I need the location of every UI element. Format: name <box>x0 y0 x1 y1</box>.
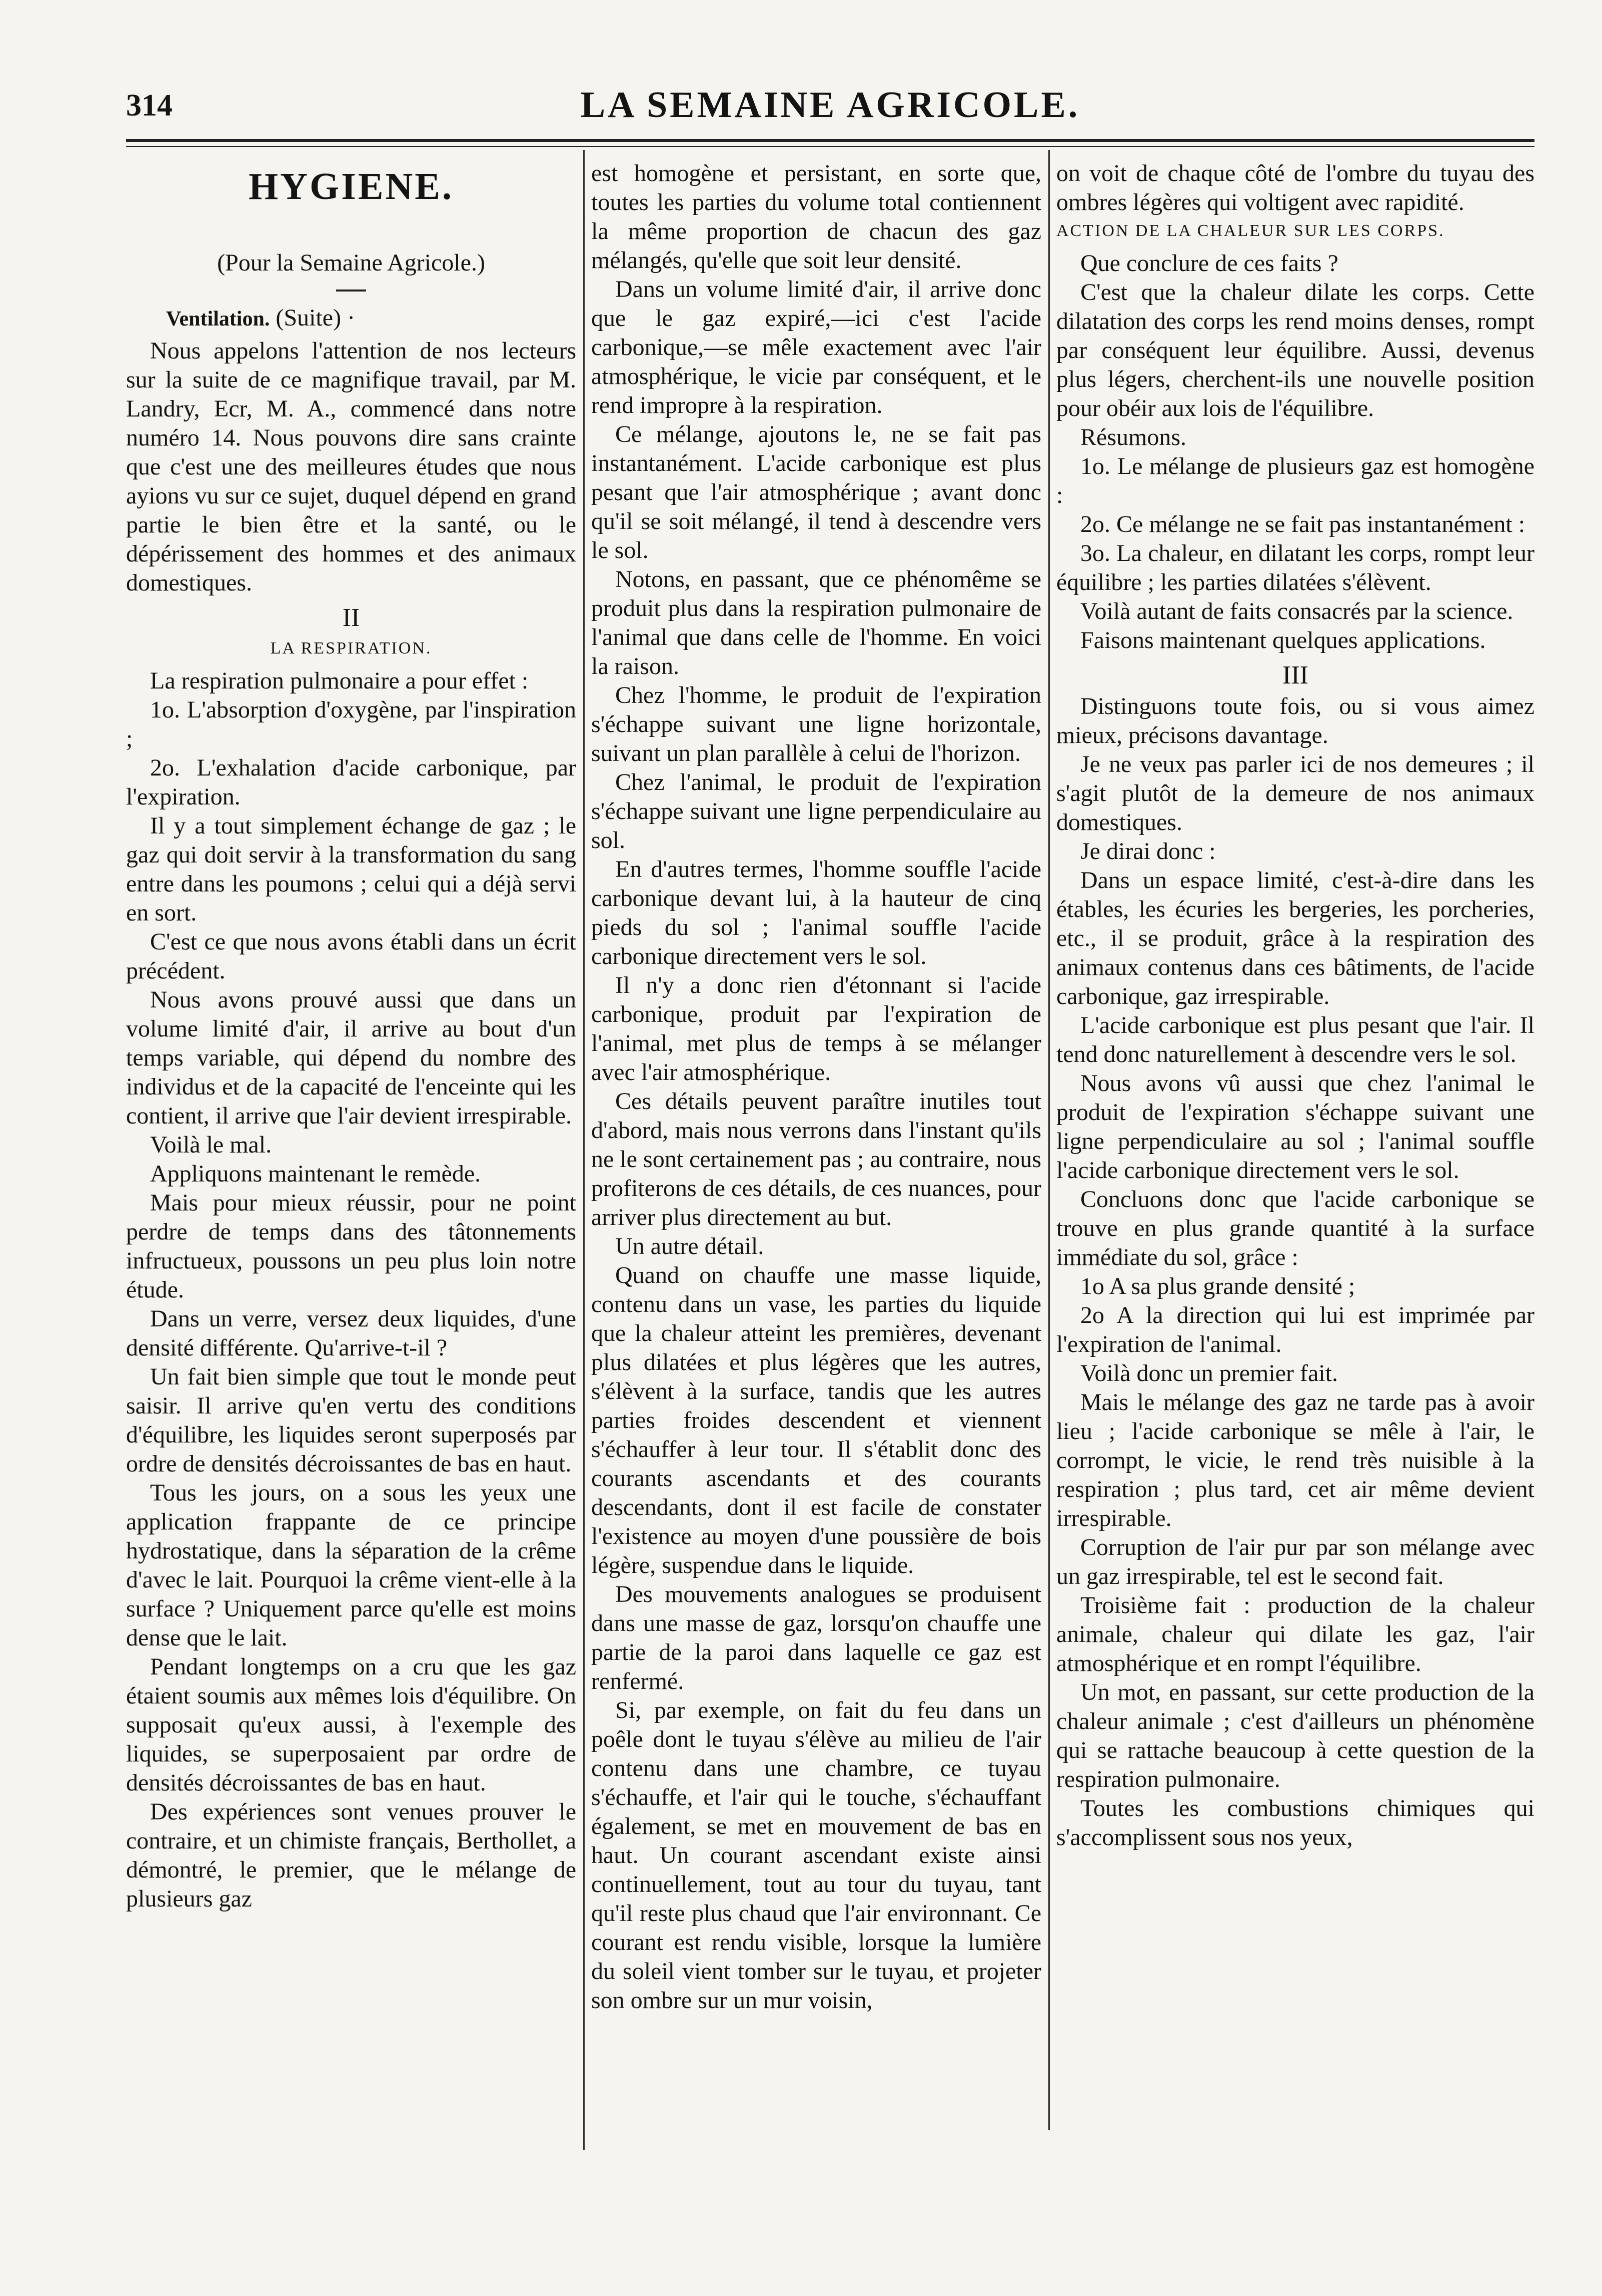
paragraph: Voilà donc un premier fait. <box>1080 1360 1338 1386</box>
paragraph: Chez l'animal, le produit de l'expiration s'échappe suivant une ligne perpendiculaire au sol. <box>591 769 1041 854</box>
paragraph: Dans un volume limité d'air, il arrive donc que le gaz expiré,—ici c'est l'acide carbonique,—se mêle exactement avec l'air atmosphérique, le vicie par conséquent, et le rend impropre à la respiration. <box>591 276 1041 418</box>
paragraph: est homogène et persistant, en sorte que, toutes les parties du volume total contiennent la même proportion de chacun des gaz mélangés, qu'elle que soit leur densité. <box>591 160 1041 274</box>
paragraph: Si, par exemple, on fait du feu dans un poêle dont le tuyau s'élève au milieu de l'air contenu dans une chambre, ce tuyau s'échauffe, et l'air qui le touche, s'échauffant également, se met en mouvement de bas en haut. Un courant ascendant existe ainsi continuellement, tout au tour du tuyau, tant qu'il reste plus chaud que l'air environnant. Ce courant est rendu visible, lorsque la lumière du soleil vient tomber sur le tuyau, et projeter son ombre sur un mur voisin, <box>591 1697 1041 2014</box>
paragraph: 2o. L'exhalation d'acide carbonique, par l'expiration. <box>126 754 576 810</box>
paragraph: on voit de chaque côté de l'ombre du tuyau des ombres légères qui voltigent avec rapidité. <box>1056 160 1534 216</box>
paragraph: Ces détails peuvent paraître inutiles tout d'abord, mais nous verrons dans l'instant qu'ils ne le sont certainement pas ; au contraire, nous profiterons de ces détails, de ces nuances, pour arriver plus directement au but. <box>591 1088 1041 1230</box>
paragraph: Ce mélange, ajoutons le, ne se fait pas instantanément. L'acide carbonique est plus pesant que l'air atmosphérique ; avant donc qu'il se soit mélangé, il tend à descendre vers le sol. <box>591 421 1041 564</box>
journal-title: LA SEMAINE AGRICOLE. <box>580 84 1080 126</box>
paragraph: Corruption de l'air pur par son mélange avec un gaz irrespirable, tel est le second fait. <box>1056 1534 1534 1590</box>
paragraph: Concluons donc que l'acide carbonique se trouve en plus grande quantité à la surface immédiate du sol, grâce : <box>1056 1186 1534 1270</box>
paragraph: Troisième fait : production de la chaleur animale, chaleur qui dilate les gaz, l'air atmosphérique et en rompt l'équilibre. <box>1056 1592 1534 1676</box>
paragraph: 1o. L'absorption d'oxygène, par l'inspiration ; <box>126 696 576 752</box>
header-rule-thin <box>126 146 1534 147</box>
page-header <box>126 84 1534 134</box>
paragraph: C'est que la chaleur dilate les corps. Cette dilatation des corps les rend moins denses, rompt par conséquent leur équilibre. Aussi, devenus plus légers, cherchent-ils une nouvelle position pour obéir aux lois de l'équilibre. <box>1056 279 1534 422</box>
header-rule <box>126 139 1534 142</box>
column-2 <box>591 159 1041 2015</box>
byline: (Pour la Semaine Agricole.) <box>217 250 485 276</box>
paragraph: Des expériences sont venues prouver le contraire, et un chimiste français, Berthollet, a démontré, le premier, que le mélange de plusieurs gaz <box>126 1798 576 1912</box>
paragraph: Tous les jours, on a sous les yeux une application frappante de ce principe hydrostatique, dans la séparation de la crême d'avec le lait. Pourquoi la crême vient-elle à la surface ? Uniquement parce qu'elle est moins dense que le lait. <box>126 1480 576 1651</box>
paragraph: Que conclure de ces faits ? <box>1080 250 1338 276</box>
paragraph: La respiration pulmonaire a pour effet : <box>150 668 529 694</box>
paragraph: Un autre détail. <box>615 1233 764 1260</box>
paragraph: 2o. Ce mélange ne se fait pas instantanément : <box>1080 511 1525 538</box>
subsection-heading: ACTION DE LA CHALEUR SUR LES CORPS. <box>1056 222 1445 240</box>
paragraph: Voilà le mal. <box>150 1132 272 1158</box>
paragraph: 2o A la direction qui lui est imprimée par l'expiration de l'animal. <box>1056 1302 1534 1358</box>
paragraph: Quand on chauffe une masse liquide, contenu dans un vase, les parties du liquide que la chaleur atteint les premières, devenant plus dilatées et plus légères que les autres, s'élèvent à la surface, tandis que les autres parties froides descendent et viennent s'échauffer à leur tour. Il s'établit donc des courants ascendants et des courants descendants, dont il est facile de constater l'existence au moyen d'une poussière de bois légère, suspendue dans le liquide. <box>591 1262 1041 1578</box>
paragraph: L'acide carbonique est plus pesant que l'air. Il tend donc naturellement à descendre vers le sol. <box>1056 1012 1534 1068</box>
section-number: II <box>342 604 360 632</box>
paragraph: Je dirai donc : <box>1080 838 1216 864</box>
paragraph: Faisons maintenant quelques applications. <box>1080 627 1486 654</box>
paragraph: 3o. La chaleur, en dilatant les corps, rompt leur équilibre ; les parties dilatées s'élèvent. <box>1056 540 1534 596</box>
column-1 <box>126 159 576 1914</box>
paragraph: 1o. Le mélange de plusieurs gaz est homogène : <box>1056 453 1534 508</box>
section-title: HYGIENE. <box>249 166 454 208</box>
paragraph: Dans un verre, versez deux liquides, d'une densité différente. Qu'arrive-t-il ? <box>126 1306 576 1361</box>
column-divider <box>583 150 585 2150</box>
paragraph: En d'autres termes, l'homme souffle l'acide carbonique devant lui, à la hauteur de cinq pieds du sol ; l'animal souffle l'acide carbonique directement vers le sol. <box>591 856 1041 970</box>
paragraph: Résumons. <box>1080 424 1187 450</box>
paragraph: Mais le mélange des gaz ne tarde pas à avoir lieu ; l'acide carbonique se mêle à l'air, le corrompt, le vicie, le rend très nuisible à la respiration ; plus tard, cet air même devient irrespirable. <box>1056 1389 1534 1532</box>
paragraph: Notons, en passant, que ce phénomême se produit plus dans la respiration pulmonaire de l'animal que dans celle de l'homme. En voici la raison. <box>591 566 1041 680</box>
paragraph: Dans un espace limité, c'est-à-dire dans les étables, les écuries les bergeries, les porcheries, etc., il se produit, grâce à la respiration des animaux contenus dans ces bâtiments, de l'acide carbonique, gaz irrespirable. <box>1056 867 1534 1010</box>
column-divider <box>1048 150 1050 2130</box>
separator-rule <box>336 290 366 292</box>
subsection-heading: LA RESPIRATION. <box>270 639 432 658</box>
subhead-title: Ventilation. <box>166 308 270 330</box>
paragraph: 1o A sa plus grande densité ; <box>1080 1273 1355 1300</box>
paragraph: Nous appelons l'attention de nos lecteurs sur la suite de ce magnifique travail, par M. Landry, Ecr, M. A., commencé dans notre numéro 14. Nous pouvons dire sans crainte que c'est une des meilleures études que nous ayions vu sur ce sujet, duquel dépend en grand partie le bien être et la santé, ou le dépérissement des hommes et des animaux domestiques. <box>126 338 576 596</box>
column-3 <box>1056 159 1534 1852</box>
paragraph: Distinguons toute fois, ou si vous aimez mieux, précisons davantage. <box>1056 693 1534 748</box>
paragraph: Je ne veux pas parler ici de nos demeures ; il s'agit plutôt de la demeure de nos animaux domestiques. <box>1056 751 1534 836</box>
paragraph: Un mot, en passant, sur cette production de la chaleur animale ; c'est d'ailleurs un phénomène qui se rattache beaucoup à cette question de la respiration pulmonaire. <box>1056 1679 1534 1792</box>
page-number: 314 <box>126 88 173 122</box>
paragraph: Appliquons maintenant le remède. <box>150 1160 481 1187</box>
paragraph: Nous avons prouvé aussi que dans un volume limité d'air, il arrive au bout d'un temps variable, qui dépend du nombre des individus et de la capacité de l'enceinte qui les contient, il arrive que l'air devient irrespirable. <box>126 986 576 1129</box>
paragraph: Il y a tout simplement échange de gaz ; le gaz qui doit servir à la transformation du sang entre dans les poumons ; celui qui a déjà servi en sort. <box>126 812 576 926</box>
paragraph: Il n'y a donc rien d'étonnant si l'acide carbonique, produit par l'expiration de l'animal, met plus de temps à se mélanger avec l'air atmosphérique. <box>591 972 1041 1086</box>
paragraph: Toutes les combustions chimiques qui s'accomplissent sous nos yeux, <box>1056 1795 1534 1850</box>
paragraph: Chez l'homme, le produit de l'expiration s'échappe suivant une ligne horizontale, suivant un plan parallèle à celui de l'horizon. <box>591 682 1041 766</box>
paragraph: Voilà autant de faits consacrés par la science. <box>1080 598 1513 624</box>
paragraph: Nous avons vû aussi que chez l'animal le produit de l'expiration s'échappe suivant une ligne perpendiculaire au sol ; l'animal souffle l'acide carbonique directement vers le sol. <box>1056 1070 1534 1184</box>
paragraph: Des mouvements analogues se produisent dans une masse de gaz, lorsqu'on chauffe une partie de la paroi dans laquelle ce gaz est renfermé. <box>591 1581 1041 1694</box>
paragraph: Pendant longtemps on a cru que les gaz étaient soumis aux mêmes lois d'équilibre. On supposait qu'eux aussi, à l'exemple des liquides, se superposaient par ordre de densités décroissantes de bas en haut. <box>126 1654 576 1796</box>
subhead-suffix: (Suite) · <box>276 304 355 331</box>
section-number: III <box>1282 661 1308 690</box>
article-subhead <box>126 304 576 334</box>
paragraph: Mais pour mieux réussir, pour ne point perdre de temps dans des tâtonnements infructueux, poussons un peu plus loin notre étude. <box>126 1190 576 1303</box>
paragraph: C'est ce que nous avons établi dans un écrit précédent. <box>126 928 576 984</box>
paragraph: Un fait bien simple que tout le monde peut saisir. Il arrive qu'en vertu des conditions d'équilibre, les liquides seront superposés par ordre de densités décroissantes de bas en haut. <box>126 1364 576 1477</box>
